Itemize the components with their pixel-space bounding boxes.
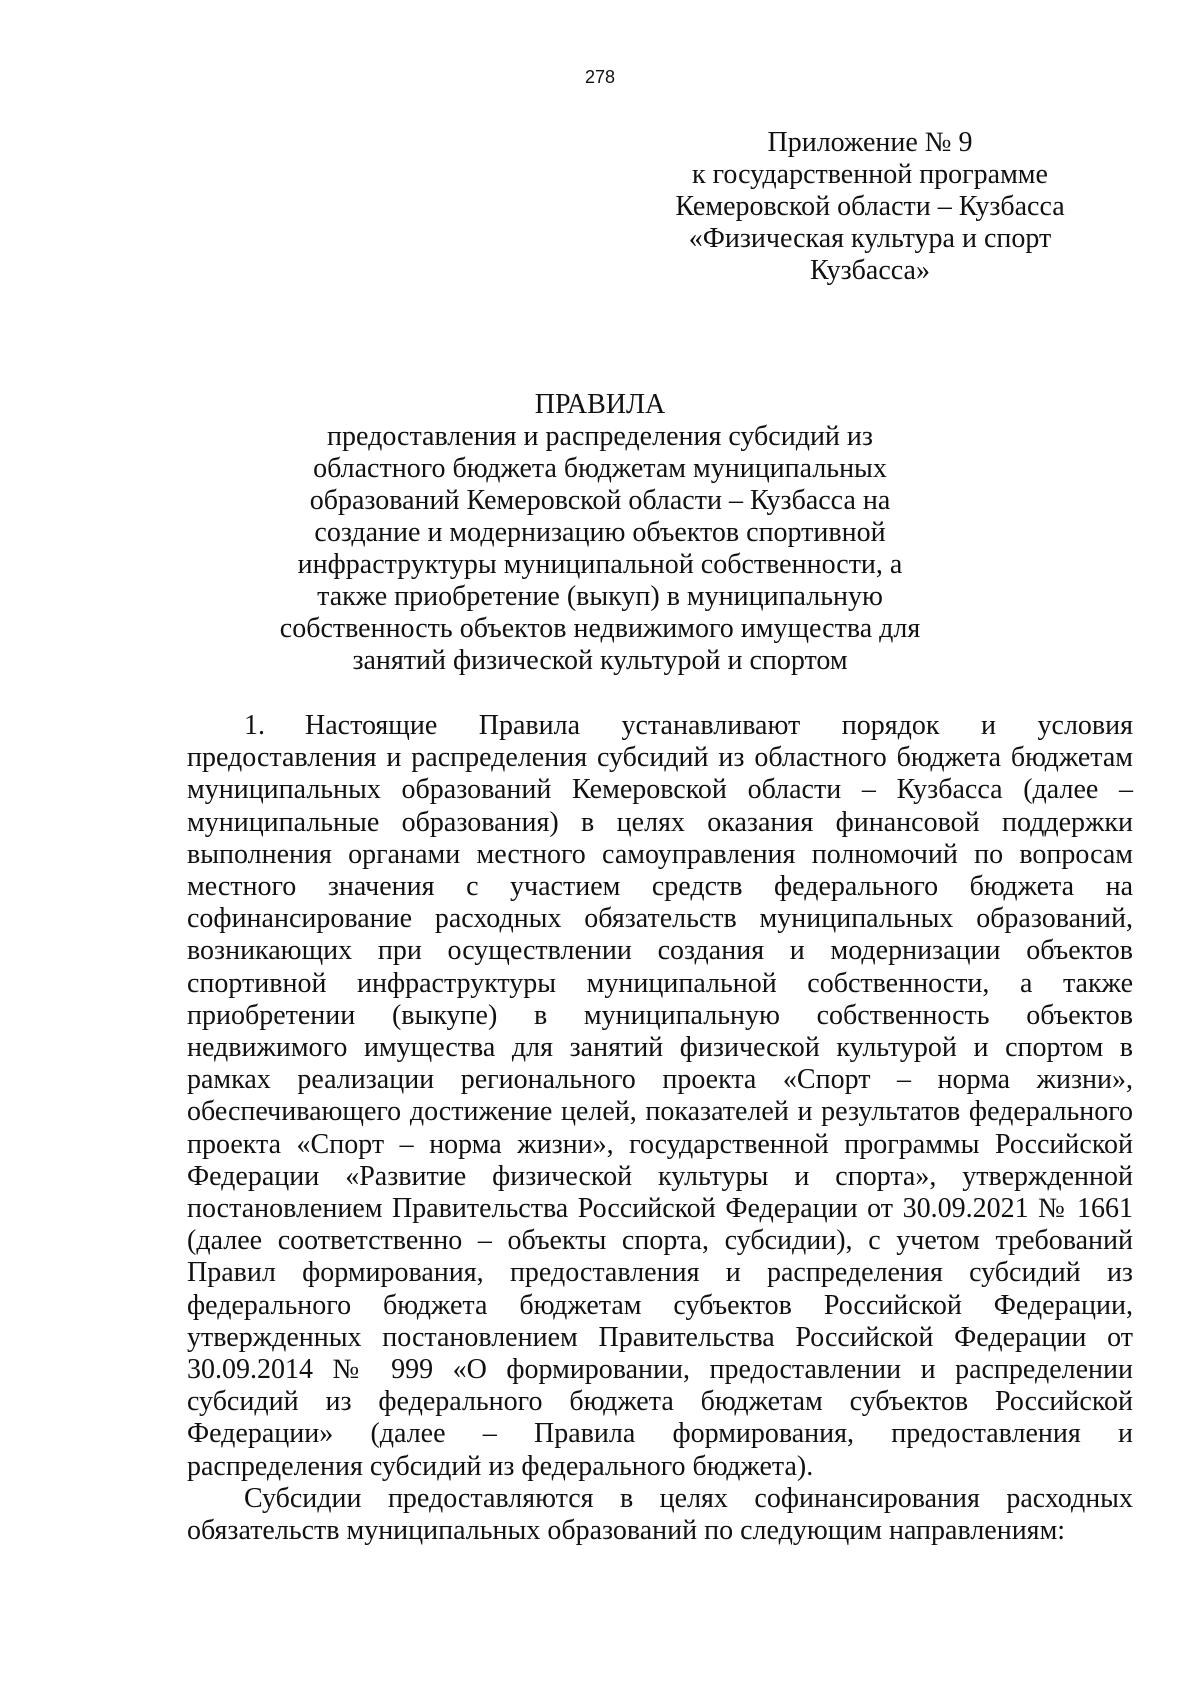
appendix-line: «Физическая культура и спорт bbox=[688, 223, 1052, 254]
paragraph-number: 1. bbox=[244, 710, 265, 741]
title-line: инфраструктуры муниципальной собственности, а bbox=[297, 549, 903, 580]
appendix-line: к государственной программе bbox=[692, 159, 1048, 190]
document-title bbox=[250, 389, 950, 677]
paragraph-1 bbox=[187, 710, 1133, 1483]
title-line: создание и модернизацию объектов спортивной bbox=[314, 517, 886, 548]
appendix-line: Кузбасса» bbox=[810, 255, 930, 286]
page-number: 278 bbox=[584, 67, 616, 87]
title-line: образований Кемеровской области – Кузбасса на bbox=[309, 485, 891, 516]
appendix-line: Приложение № 9 bbox=[767, 127, 973, 158]
title-line: собственность объектов недвижимого имущества для bbox=[279, 613, 921, 644]
document-body bbox=[187, 710, 1133, 1547]
appendix-line: Кемеровской области – Кузбасса bbox=[675, 191, 1065, 222]
paragraph-2: Субсидии предоставляются в целях софинансирования расходных обязательств муниципальных образований по следующим направлениям: bbox=[187, 1482, 1133, 1547]
title-line: предоставления и распределения субсидий из bbox=[327, 421, 873, 452]
appendix-reference bbox=[660, 127, 1080, 287]
title-line: занятий физической культурой и спортом bbox=[352, 645, 848, 676]
title-line: областного бюджета бюджетам муниципальных bbox=[313, 453, 887, 484]
title-line: также приобретение (выкуп) в муниципальную bbox=[317, 581, 883, 612]
paragraph-1-text: Настоящие Правила устанавливают порядок и условия предоставления и распределения субсидий из областного бюджета бюджетам муниципальных образований Кемеровской области – Кузбасса (далее – муниципальные образования) в целях оказания финансовой поддержки выполнения органами местного самоуправления полномочий по вопросам местного значения с участием средств федерального бюджета на софинансирование расходных обязательств муниципальных образований, возникающих при осуществлении создания и модернизации объектов спортивной инфраструктуры муниципальной собственности, а также приобретении (выкупе) в муниципальную собственность объектов недвижимого имущества для занятий физической культурой и спортом в рамках реализации регионального проекта «Спорт – норма жизни», обеспечивающего достижение целей, показателей и результатов федерального проекта «Спорт – норма жизни», государственной программы Российской Федерации «Развитие физической культуры и спорта», утвержденной постановлением Правительства Российской Федерации от 30.09.2021 № 1661 (далее соответственно – объекты спорта, субсидии), с учетом требований Правил формирования, предоставления и распределения субсидий из федерального бюджета бюджетам субъектов Российской Федерации, утвержденных постановлением Правительства Российской Федерации от 30.09.2014 № 999 «О формировании, предоставлении и распределении субсидий из федерального бюджета бюджетам субъектов Российской Федерации» (далее – Правила формирования, предоставления и распределения субсидий из федерального бюджета). bbox=[187, 710, 1133, 1482]
title-heading: ПРАВИЛА bbox=[534, 389, 666, 420]
